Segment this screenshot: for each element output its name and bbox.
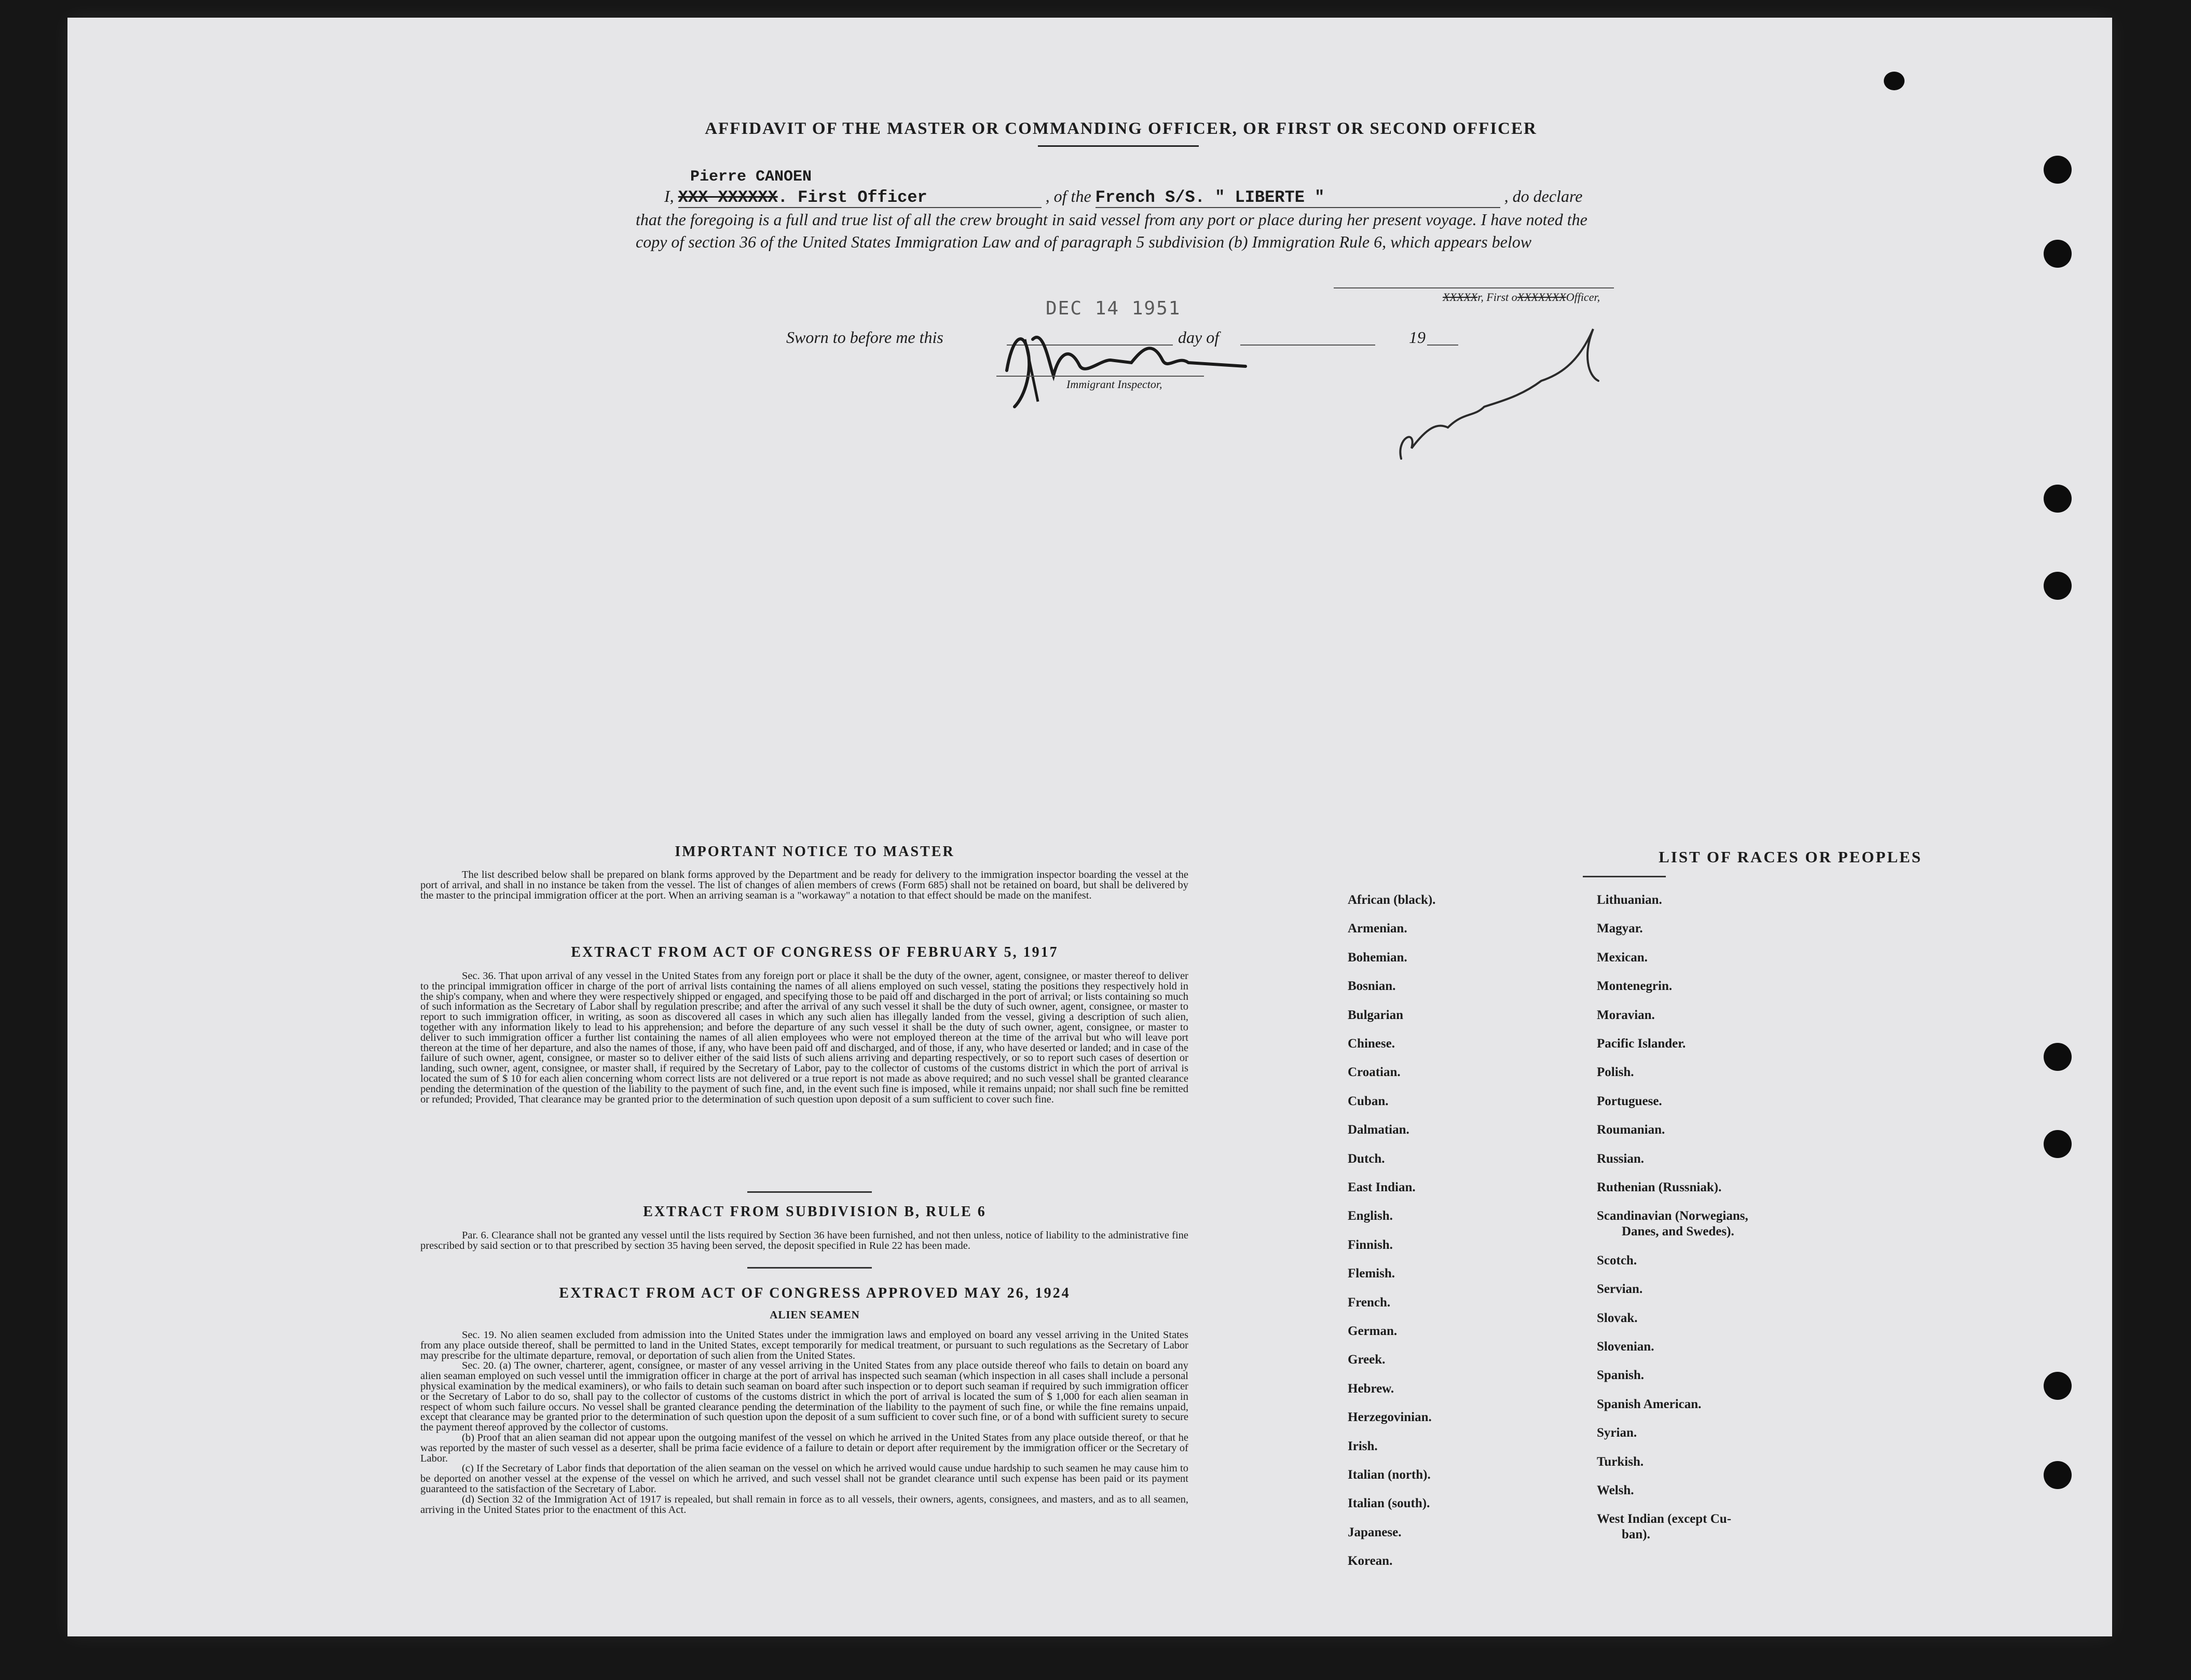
subdivision-b-paragraph: Par. 6. Clearance shall not be granted any vessel until the lists required by Section 36 have been furnished, and not then unless, notice of liability to the administrative fine prescribed by said section or to that prescribed by section 35 having been served, the deposit specified in Rule 22 has been made. xyxy=(420,1230,1188,1251)
race-item: Russian. xyxy=(1597,1151,1645,1166)
document-page xyxy=(67,18,2112,1636)
handwritten-mark xyxy=(1386,324,1619,479)
race-item: Slovak. xyxy=(1597,1311,1638,1325)
race-item: Chinese. xyxy=(1348,1037,1395,1051)
ink-blot xyxy=(1884,72,1905,90)
race-item: Moravian. xyxy=(1597,1008,1655,1022)
race-item: Welsh. xyxy=(1597,1483,1634,1497)
master-signature-caption xyxy=(1443,291,1600,304)
race-item: English. xyxy=(1348,1209,1393,1223)
subdivision-b-title: EXTRACT FROM SUBDIVISION B, RULE 6 xyxy=(643,1204,987,1220)
sig-caption-d: Officer, xyxy=(1566,291,1600,304)
extract-1917-title: EXTRACT FROM ACT OF CONGRESS OF FEBRUARY 5, 1917 xyxy=(571,944,1059,960)
notice-text xyxy=(420,870,1188,901)
race-item: Bohemian. xyxy=(1348,950,1407,965)
year-prefix: 19 xyxy=(1409,328,1426,347)
race-item: Dutch. xyxy=(1348,1151,1385,1166)
race-item: Bosnian. xyxy=(1348,979,1396,994)
extract-1924-title: EXTRACT FROM ACT OF CONGRESS APPROVED MAY 26, 1924 xyxy=(559,1285,1071,1301)
race-item: Irish. xyxy=(1348,1439,1378,1453)
date-stamp: DEC 14 1951 xyxy=(1046,298,1181,319)
punch-hole xyxy=(2044,240,2072,268)
of-the-label: , of the xyxy=(1045,187,1091,205)
race-item: Servian. xyxy=(1597,1282,1643,1297)
race-item: Armenian. xyxy=(1348,921,1407,936)
sec-20d-paragraph: (d) Section 32 of the Immigration Act of 1917 is repealed, but shall remain in force as to all vessels, their owners, agents, consignees, and masters, and as to all seamen, arriving in the United States prior to the enactment of this Act. xyxy=(420,1493,1188,1516)
officer-name-field xyxy=(678,187,1042,208)
vessel-name: French S/S. " LIBERTE " xyxy=(1095,188,1325,207)
race-item: Pacific Islander. xyxy=(1597,1037,1686,1051)
sworn-text: Sworn to before me this xyxy=(786,328,943,347)
master-signature-line xyxy=(1334,287,1614,288)
races-title-underline xyxy=(1583,876,1666,877)
race-item: Spanish American. xyxy=(1597,1397,1702,1411)
subdivision-b-text xyxy=(420,1231,1188,1251)
punch-hole xyxy=(2044,485,2072,513)
race-item: Hebrew. xyxy=(1348,1381,1394,1396)
race-item: Ruthenian (Russniak). xyxy=(1597,1180,1722,1194)
punch-hole xyxy=(2044,1130,2072,1158)
inspector-caption: Immigrant Inspector, xyxy=(1066,378,1162,391)
sec-19-paragraph: Sec. 19. No alien seamen excluded from admission into the United States under the immigration laws and employed on board any vessel arriving in the United States from any place outside thereof, shall be permitted to land in the United States, except temporarily for medical treatment, or pursuant to such regulations as the Secretary of Labor may prescribe for the ultimate departure, removal, or deportation of such alien from the United States. xyxy=(420,1329,1188,1361)
race-item: Montenegrin. xyxy=(1597,979,1673,994)
race-item: Roumanian. xyxy=(1597,1123,1665,1137)
notice-paragraph: The list described below shall be prepared on blank forms approved by the Department and be ready for delivery to the immigration inspector boarding the vessel at the port of arrival, and shall in no instance be taken from the vessel. The list of changes of alien members of crews (Form 685) shall not be retained on board, but shall be delivered by the master to the principal immigration officer at the port. When an arriving seaman is a "workaway" a notation to that effect should be made on the manifest. xyxy=(420,869,1188,901)
section-divider xyxy=(747,1191,872,1193)
vessel-field xyxy=(1096,187,1500,208)
do-declare-label: , do declare xyxy=(1504,187,1583,205)
inspector-signature-line xyxy=(996,376,1204,377)
race-item: Magyar. xyxy=(1597,921,1643,936)
officer-name-typed: Pierre CANOEN xyxy=(690,168,812,186)
sec-20c-paragraph: (c) If the Secretary of Labor finds that deportation of the alien seaman on the vessel on which he arrived would cause undue hardship to such seamen he may cause him to be deported on another vessel at the expense of the vessel on which he arrived, and such vessel shall not be grandet clearance until such expense has been paid or its payment guaranteed to the satisfaction of the Secretary of Labor. xyxy=(420,1463,1188,1495)
race-item: Syrian. xyxy=(1597,1426,1637,1440)
affidavit-title: AFFIDAVIT OF THE MASTER OR COMMANDING OFFICER, OR FIRST OR SECOND OFFICER xyxy=(705,119,1537,138)
race-item: Polish. xyxy=(1597,1065,1634,1080)
notice-title: IMPORTANT NOTICE TO MASTER xyxy=(675,844,955,860)
race-item: Flemish. xyxy=(1348,1266,1395,1281)
race-item: French. xyxy=(1348,1295,1391,1310)
affidavit-declaration-line xyxy=(664,187,1619,208)
punch-hole xyxy=(2044,1372,2072,1400)
race-item: Finnish. xyxy=(1348,1237,1393,1252)
sec-20a-paragraph: Sec. 20. (a) The owner, charterer, agent, consignee, or master of any vessel arriving in the United States from any place outside thereof who fails to detain on board any alien seaman employed on such vessel until the immigration officer in charge at the port of arrival has inspected such seaman (which inspection in all cases shall include a personal physical examination by the medical examiners), or who fails to detain such seaman on board after such inspection or to deport such seaman if required by such immigration officer or the Secretary of Labor to do so, shall pay to the collector of customs of the customs district in which the port of arrival is located the sum of $ 1,000 for each alien seaman in respect of whom such failure occurs. No vessel shall be granted clearance pending the determination of the liability to the payment of such fine, or while the fine remains unpaid, except that clearance may be granted prior to the determination of such question upon the deposit of a sum sufficient to cover such fine, or of a bond with sufficient surety to secure the payment thereof approved by the collector of customs. xyxy=(420,1360,1188,1434)
races-title: LIST OF RACES OR PEOPLES xyxy=(1659,848,1922,866)
race-item: Greek. xyxy=(1348,1353,1386,1367)
affidavit-body: that the foregoing is a full and true list of all the crew brought in said vessel from any port or place during her present voyage. I have noted the copy of section 36 of the United States Immigration Law and of paragraph 5 subdivision (b) Immigration Rule 6, which appears below xyxy=(636,210,1587,251)
race-item: Lithuanian. xyxy=(1597,893,1662,907)
extract-1924-text xyxy=(420,1330,1188,1515)
pronoun-i: I, xyxy=(664,187,674,205)
race-item: Cuban. xyxy=(1348,1094,1389,1108)
race-item: West Indian (except Cu- ban). xyxy=(1597,1512,1732,1542)
section-divider xyxy=(747,1267,872,1269)
title-underline xyxy=(1038,145,1199,147)
race-item: Scotch. xyxy=(1597,1253,1637,1268)
race-item: Italian (north). xyxy=(1348,1468,1431,1482)
sig-caption-b: r, First o xyxy=(1477,291,1517,304)
race-item: Spanish. xyxy=(1597,1368,1645,1383)
sig-struck-a: XXXXX xyxy=(1443,291,1478,304)
punch-hole xyxy=(2044,1461,2072,1489)
race-item: Japanese. xyxy=(1348,1525,1402,1539)
race-item: Turkish. xyxy=(1597,1454,1644,1469)
race-item: Korean. xyxy=(1348,1554,1393,1568)
race-item: German. xyxy=(1348,1324,1398,1338)
race-item: Herzegovinian. xyxy=(1348,1410,1432,1425)
alien-seamen-heading: ALIEN SEAMEN xyxy=(770,1309,860,1321)
sec-20b-paragraph: (b) Proof that an alien seaman did not appear upon the outgoing manifest of the vessel on which he arrived in the United States from any place outside thereof, or that he was reported by the master of such vessel as a deserter, shall be prima facie evidence of a failure to detain or deport after requirement by the immigration officer or the Secretary of Labor. xyxy=(420,1431,1188,1464)
officer-rank: . First Officer xyxy=(777,188,927,207)
race-item: Bulgarian xyxy=(1348,1008,1403,1022)
extract-1917-text xyxy=(420,971,1188,1105)
race-item: Mexican. xyxy=(1597,950,1648,965)
race-item: African (black). xyxy=(1348,893,1436,907)
sig-struck-c: XXXXXXX xyxy=(1517,291,1566,304)
extract-1917-paragraph: Sec. 36. That upon arrival of any vessel in the United States from any foreign port or place it shall be the duty of the owner, agent, consignee, or master thereof to deliver to the principal immigration officer in charge of the port of arrival lists containing the names of all aliens employed on such vessel, stating the positions they respectively hold in the ship's company, when and where they were respectively shipped or engaged, and specifying those to be paid off and discharged in the port of arrival; or lists containing so much of such information as the Secretary of Labor shall by regulation prescribe; and after the arrival of any such vessel it shall be the duty of such owner, agent, consignee, or master to report to such immigration officer, in writing, as soon as discovered all cases in which any such alien has illegally landed from the vessel, giving a description of such alien, together with any information likely to lead to his apprehension; and before the departure of any such vessel it shall be the duty of such owner, agent, consignee, or master to deliver to such immigration officer a further list containing the names of all alien employees who were not employed thereon at the time of the arrival but who will leave port thereon at the time of her departure, and also the names of those, if any, who have been paid off and discharged, and of those, if any, who have deserted or landed; and in case of the failure of such owner, agent, consignee, or master so to deliver either of the said lists of such aliens arriving and departing respectively, or so to report such cases of desertion or landing, such owner, agent, consignee, or master shall, if required by the Secretary of Labor, pay to the collector of customs of the customs district in which the port of arrival is located the sum of $ 10 for each alien concerning whom correct lists are not delivered or a true report is not made as above required; and no such vessel shall be granted clearance pending the determination of the question of the liability to the payment of such fine, and, in the event such fine is imposed, while it remains unpaid; nor shall such fine be remitted or refunded; Provided, That clearance may be granted prior to the determination of such question upon deposit of a sum sufficient to cover such fine. xyxy=(420,970,1188,1105)
race-item: Italian (south). xyxy=(1348,1496,1430,1511)
race-item: East Indian. xyxy=(1348,1180,1416,1194)
race-item: Slovenian. xyxy=(1597,1340,1654,1354)
punch-hole xyxy=(2044,572,2072,600)
race-item: Scandinavian (Norwegians, Danes, and Swedes). xyxy=(1597,1209,1748,1239)
race-item: Croatian. xyxy=(1348,1065,1401,1080)
race-item: Portuguese. xyxy=(1597,1094,1662,1108)
punch-hole xyxy=(2044,1043,2072,1071)
inspector-signature xyxy=(976,308,1287,412)
race-item: Dalmatian. xyxy=(1348,1123,1409,1137)
punch-hole xyxy=(2044,156,2072,184)
struck-name: XXX XXXXXX xyxy=(678,188,778,207)
day-of-label: day of xyxy=(1178,328,1220,347)
